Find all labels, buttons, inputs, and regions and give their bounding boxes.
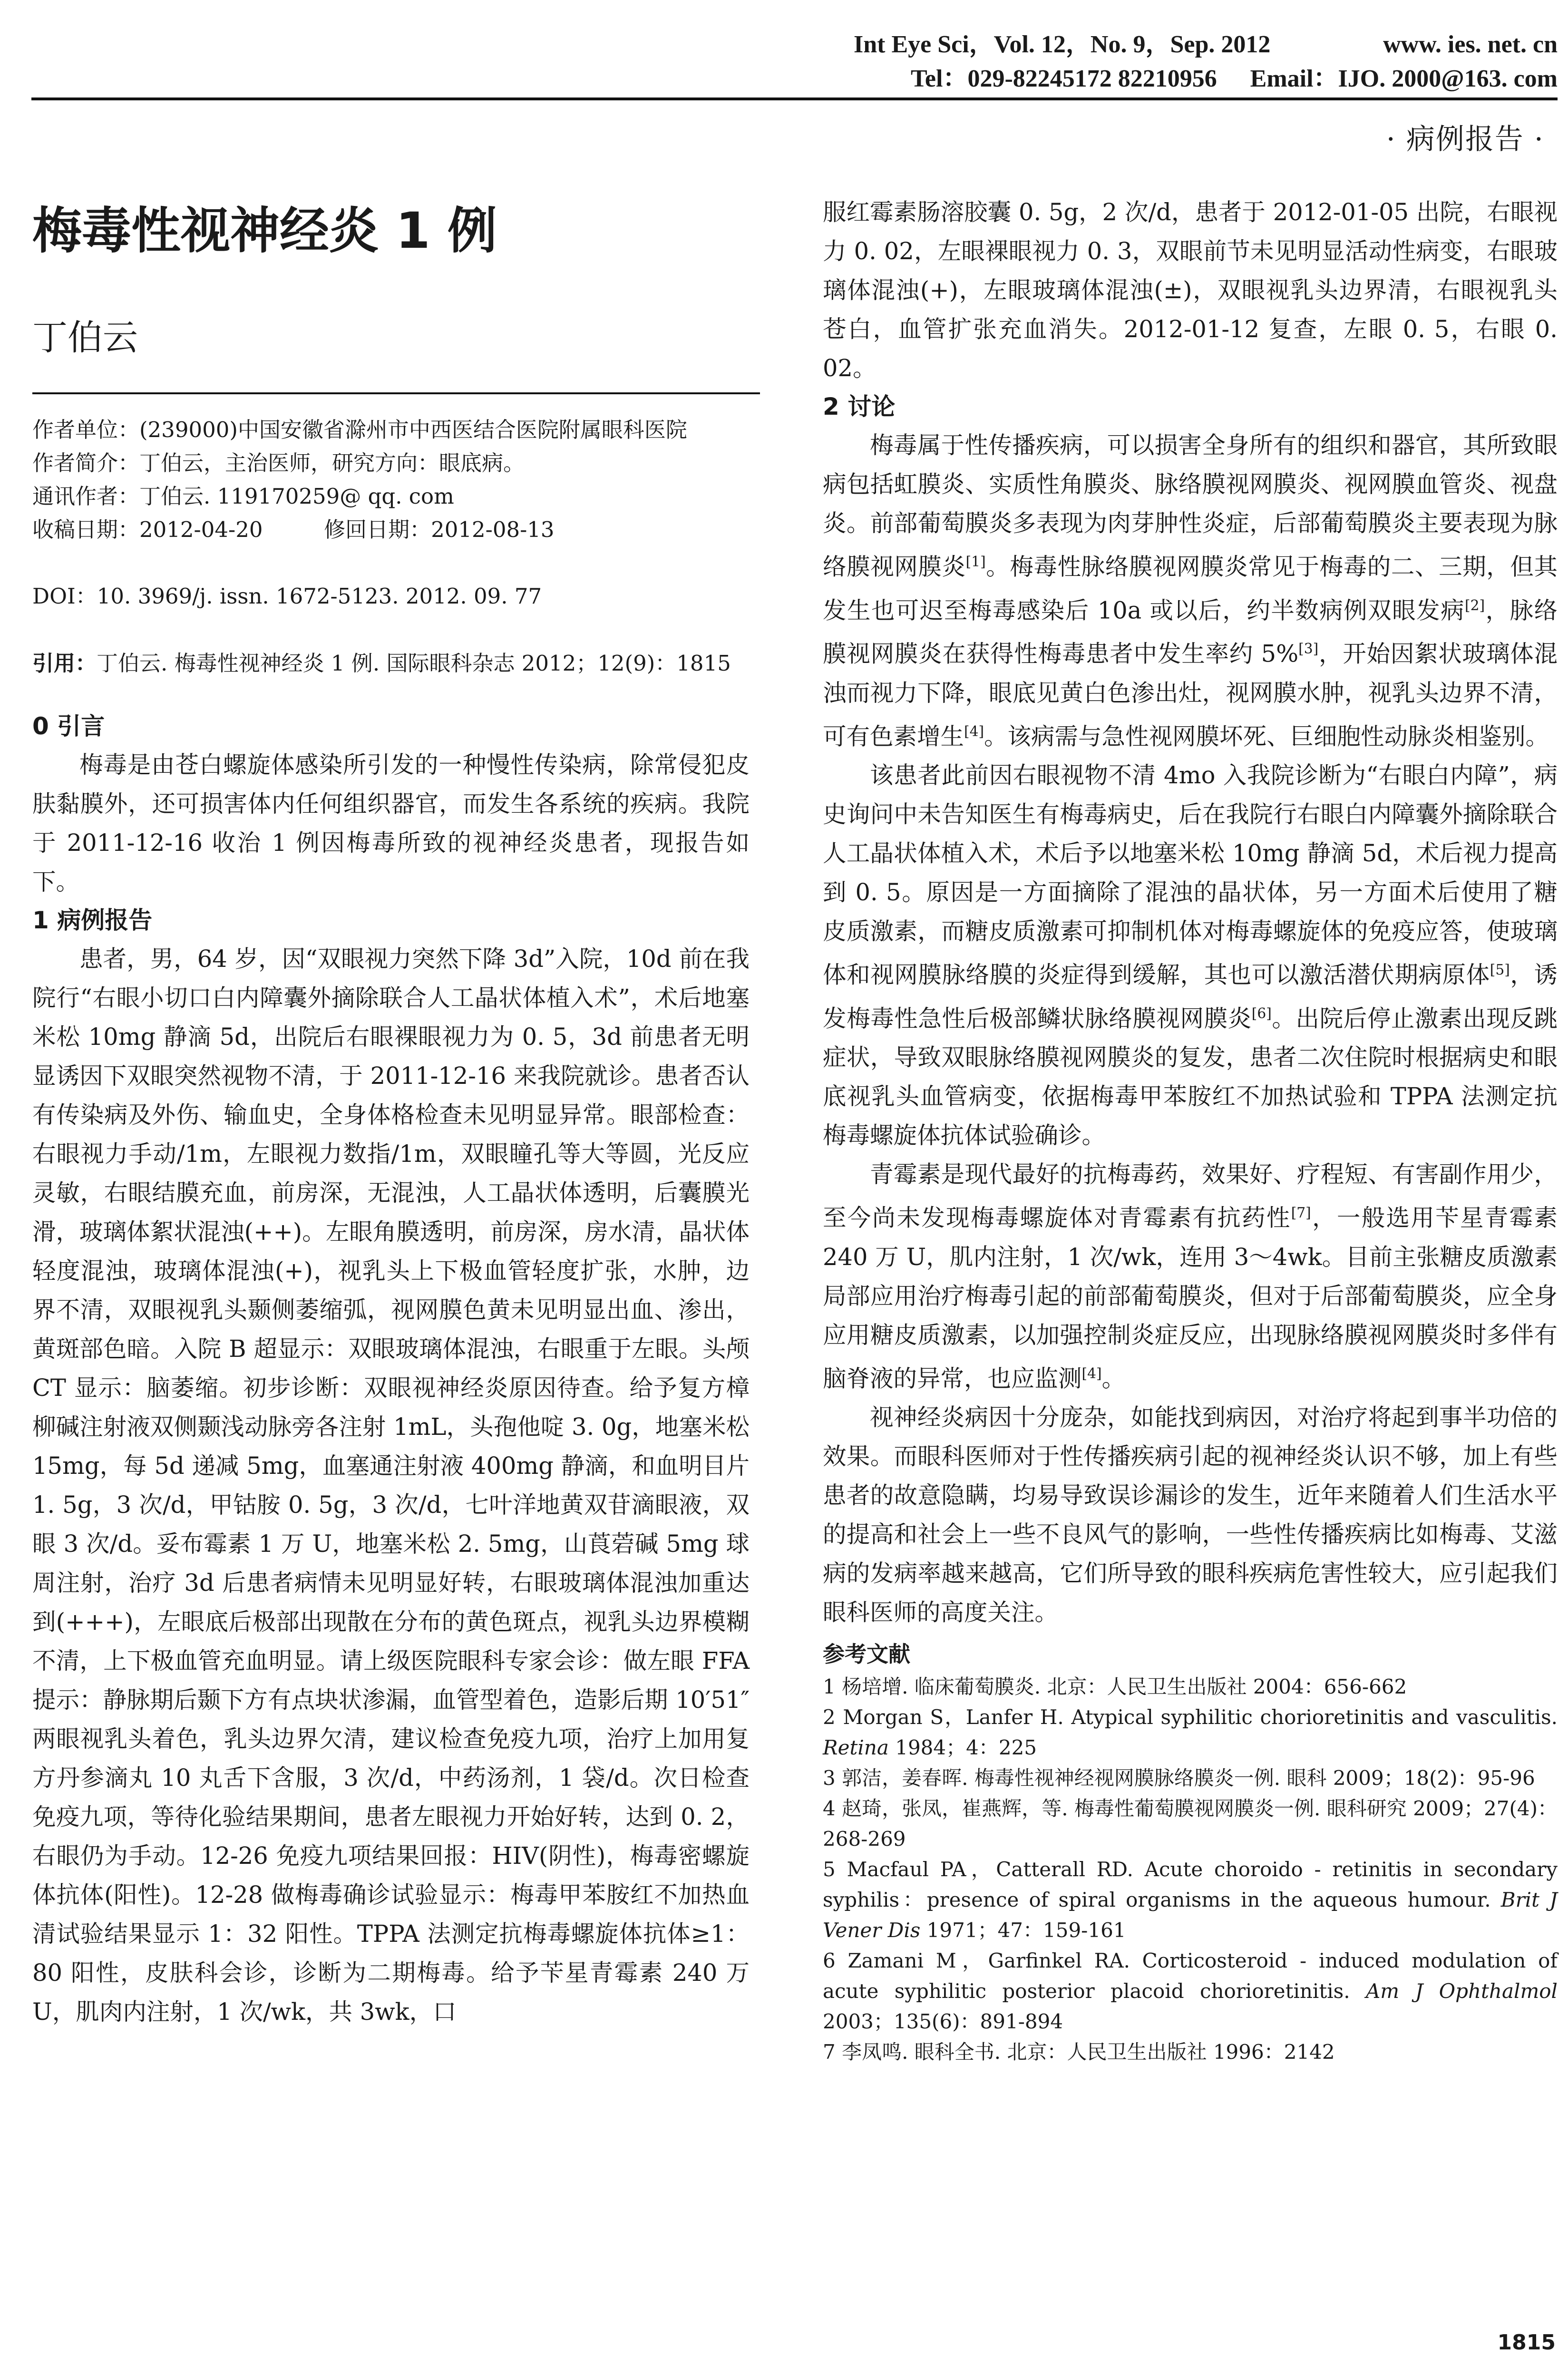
discussion-heading: 2 讨论 <box>823 393 896 420</box>
text-run: 2003；135(6)：891-894 <box>823 2010 1063 2033</box>
reference-item: 4 赵琦，张凤，崔燕辉，等. 梅毒性葡萄膜视网膜炎一例. 眼科研究 2009；27(4)：268-269 <box>823 1797 1558 1851</box>
citation-ref[interactable]: [7] <box>1291 1205 1311 1221</box>
reference-item <box>823 1854 1558 1946</box>
reference-list <box>823 1672 1558 2067</box>
citation <box>32 646 750 681</box>
citation-label: 引用： <box>32 651 97 676</box>
journal-email[interactable]: Email：IJO. 2000@163. com <box>1250 65 1558 92</box>
body-right <box>823 193 1558 1632</box>
case-heading: 1 病例报告 <box>32 906 153 934</box>
right-column <box>823 193 1558 2067</box>
citation-ref[interactable]: [4] <box>1081 1365 1102 1382</box>
discussion-paragraph-1 <box>823 426 1558 756</box>
reference-item: 1 杨培增. 临床葡萄膜炎. 北京：人民卫生出版社 2004：656-662 <box>823 1675 1407 1698</box>
text-run: 1984；4：225 <box>888 1736 1037 1759</box>
text-run: 6 Zamani M，Garfinkel RA. Corticosteroid - induced modulation of acute syphilitic posterior placoid chorioretinitis. <box>823 1949 1558 2003</box>
journal-website[interactable]: www. ies. net. cn <box>1383 31 1558 58</box>
case-paragraph-continued: 服红霉素肠溶胶囊 0. 5g，2 次/d，患者于 2012-01-05 出院，右眼视力 0. 02，左眼裸眼视力 0. 3，双眼前节未见明显活动性病变，右眼玻璃体混浊(+)，左眼玻璃体混浊(±)，双眼视乳头边界清，右眼视乳头苍白，血管扩张充血消失。2012-01-12 复查，左眼 0. 5，右眼 0. 02。 <box>823 198 1558 382</box>
title-divider <box>32 392 760 394</box>
journal-name: Retina <box>823 1736 889 1759</box>
citation-ref[interactable]: [6] <box>1251 1005 1272 1022</box>
text-run: 梅毒属于性传播疾病，可以损害全身所有的组织和器官，其所致眼病包括虹膜炎、实质性角膜炎、脉络膜视网膜炎、视网膜血管炎、视盘炎。前部葡萄膜炎多表现为肉芽肿性炎症，后部葡萄膜炎主要表现为脉络膜视网膜炎 <box>823 431 1558 581</box>
citation-ref[interactable]: [2] <box>1465 597 1485 614</box>
section-tag: · 病例报告 · <box>1386 123 1544 156</box>
text-run: 。 <box>1101 1364 1126 1392</box>
reference-item: 3 郭洁，姜春晖. 梅毒性视神经视网膜脉络膜炎一例. 眼科 2009；18(2)：95-96 <box>823 1766 1535 1790</box>
citation-ref[interactable]: [4] <box>964 723 984 740</box>
doi[interactable]: DOI：10. 3969/j. issn. 1672-5123. 2012. 09. 77 <box>32 584 542 609</box>
text-run: 。梅毒性脉络膜视网膜炎常见于梅毒的二、三期，但其发生也可迟至梅毒感染后 10a 或以后，约半数病例双眼发病 <box>823 553 1558 624</box>
article-dates <box>32 513 750 546</box>
text-run: ，一般选用苄星青霉素 240 万 U，肌内注射，1 次/wk，连用 3～4wk。目前主张糖皮质激素局部应用治疗梅毒引起的前部葡萄膜炎，但对于后部葡萄膜炎，应全身应用糖皮质激素，以加强控制炎症反应，出现脉络膜视网膜炎时多伴有脑脊液的异常，也应监测 <box>823 1204 1558 1392</box>
journal-name: Am J Ophthalmol <box>1365 1979 1558 2003</box>
reference-item <box>823 1946 1558 2037</box>
text-run: 该患者此前因右眼视物不清 4mo 入我院诊断为“右眼白内障”，病史询问中未告知医生有梅毒病史，后在我院行右眼白内障囊外摘除联合人工晶状体植入术，术后予以地塞米松 10mg 静滴 5d，术后视力提高到 0. 5。原因是一方面摘除了混浊的晶状体，另一方面术后使用了糖皮质激素，而糖皮质激素可抑制机体对梅毒螺旋体的免疫应答，使玻璃体和视网膜脉络膜的炎症得到缓解，其也可以激活潜伏期病原体 <box>823 761 1558 989</box>
journal-citation-line: Int Eye Sci，Vol. 12，No. 9，Sep. 2012 <box>854 31 1271 58</box>
article-title: 梅毒性视神经炎 1 例 <box>32 202 497 260</box>
reference-item <box>823 1702 1558 1763</box>
citation-ref[interactable]: [1] <box>965 554 986 570</box>
left-column <box>32 193 750 2031</box>
text-run: 。该病需与急性视网膜坏死、巨细胞性动脉炎相鉴别。 <box>984 722 1549 750</box>
received-date: 收稿日期：2012-04-20 <box>32 517 263 542</box>
references-heading: 参考文献 <box>823 1641 910 1667</box>
article-meta <box>32 413 750 580</box>
citation-ref[interactable]: [5] <box>1490 962 1510 978</box>
author-bio: 作者简介：丁伯云，主治医师，研究方向：眼底病。 <box>32 450 525 476</box>
discussion-paragraph-2 <box>823 756 1558 1155</box>
text-run: 。出院后停止激素出现反跳症状，导致双眼脉络膜视网膜炎的复发，患者二次住院时根据病史和眼底视乳头血管病变，依据梅毒甲苯胺红不加热试验和 TPPA 法测定抗梅毒螺旋体抗体试验确诊。 <box>823 1004 1558 1149</box>
text-run: 1971；47：159-161 <box>920 1919 1126 1942</box>
header-rule <box>31 97 1558 100</box>
discussion-paragraph-3 <box>823 1155 1558 1398</box>
case-paragraph: 患者，男，64 岁，因“双眼视力突然下降 3d”入院，10d 前在我院行“右眼小切口白内障囊外摘除联合人工晶状体植入术”，术后地塞米松 10mg 静滴 5d，出院后右眼裸眼视力为 0. 5，3d 前患者无明显诱因下双眼突然视物不清，于 2011-12-16 来我院就诊。患者否认有传染病及外伤、输血史，全身体格检查未见明显异常。眼部检查：右眼视力手动/1m，左眼视力数指/1m，双眼瞳孔等大等圆，光反应灵敏，右眼结膜充血，前房深，无混浊，人工晶状体透明，后囊膜光滑，玻璃体絮状混浊(++)。左眼角膜透明，前房深，房水清，晶状体轻度混浊，玻璃体混浊(+)，视乳头上下极血管轻度扩张，水肿，边界不清，双眼视乳头颞侧萎缩弧，视网膜色黄未见明显出血、渗出，黄斑部色暗。入院 B 超显示：双眼玻璃体混浊，右眼重于左眼。头颅 CT 显示：脑萎缩。初步诊断：双眼视神经炎原因待查。给予复方樟柳碱注射液双侧颞浅动脉旁各注射 1mL，头孢他啶 3. 0g，地塞米松 15mg，每 5d 递减 5mg，血塞通注射液 400mg 静滴，和血明目片 1. 5g，3 次/d，甲钴胺 0. 5g，3 次/d，七叶洋地黄双苷滴眼液，双眼 3 次/d。妥布霉素 1 万 U，地塞米松 2. 5mg，山莨菪碱 5mg 球周注射，治疗 3d 后患者病情未见明显好转，右眼玻璃体混浊加重达到(+++)，左眼底后极部出现散在分布的黄色斑点，视乳头边界模糊不清，上下极血管充血明显。请上级医院眼科专家会诊：做左眼 FFA 提示：静脉期后颞下方有点块状渗漏，血管型着色，造影后期 10′51″两眼视乳头着色，乳头边界欠清，建议检查免疫九项，治疗上加用复方丹参滴丸 10 丸舌下含服，3 次/d，中药汤剂，1 袋/d。次日检查免疫九项，等待化验结果期间，患者左眼视力开始好转，达到 0. 2，右眼仍为手动。12-26 免疫九项结果回报：HIV(阴性)，梅毒密螺旋体抗体(阳性)。12-28 做梅毒确诊试验显示：梅毒甲苯胺红不加热血清试验结果显示 1：32 阳性。TPPA 法测定抗梅毒螺旋体抗体≥1：80 阳性，皮肤科会诊，诊断为二期梅毒。给予苄星青霉素 240 万 U，肌肉内注射，1 次/wk，共 3wk，口 <box>32 945 750 2026</box>
text-run: 青霉素是现代最好的抗梅毒药，效果好、疗程短、有害副作用少，至今尚未发现梅毒螺旋体对青霉素有抗药性 <box>823 1160 1558 1232</box>
article-author: 丁伯云 <box>32 317 138 358</box>
text-run: 2 Morgan S，Lanfer H. Atypical syphilitic chorioretinitis and vasculitis. <box>823 1705 1558 1729</box>
intro-paragraph: 梅毒是由苍白螺旋体感染所引发的一种慢性传染病，除常侵犯皮肤黏膜外，还可损害体内任何组织器官，而发生各系统的疾病。我院于 2011-12-16 收治 1 例因梅毒所致的视神经炎患者，现报告如下。 <box>32 751 750 896</box>
corresponding-author: 通讯作者：丁伯云. 119170259@ qq. com <box>32 484 454 509</box>
text-run: ，开始因絮状玻璃体混浊而视力下降，眼底见黄白色渗出灶，视网膜水肿，视乳头边界不清，可有色素增生 <box>823 640 1558 750</box>
citation-text: 丁伯云. 梅毒性视神经炎 1 例. 国际眼科杂志 2012；12(9)：1815 <box>97 651 731 676</box>
text-run: ，脉络膜视网膜炎在获得性梅毒患者中发生率约 5% <box>823 596 1558 668</box>
discussion-paragraph-4: 视神经炎病因十分庞杂，如能找到病因，对治疗将起到事半功倍的效果。而眼科医师对于性传播疾病引起的视神经炎认识不够，加上有些患者的故意隐瞒，均易导致误诊漏诊的发生，近年来随着人们生活水平的提高和社会上一些不良风气的影响，一些性传播疾病比如梅毒、艾滋病的发病率越来越高，它们所导致的眼科疾病危害性较大，应引起我们眼科医师的高度关注。 <box>823 1403 1558 1626</box>
text-run: 5 Macfaul PA，Catterall RD. Acute choroido - retinitis in secondary syphilis：presence of spiral organisms in the aqueous humour. <box>823 1858 1558 1911</box>
intro-heading: 0 引言 <box>32 712 105 740</box>
page-number: 1815 <box>1497 2330 1556 2355</box>
journal-name: Brit J Vener Dis <box>823 1888 1558 1942</box>
citation-ref[interactable]: [3] <box>1298 641 1319 657</box>
journal-tel: Tel：029-82245172 82210956 <box>911 65 1217 92</box>
author-affiliation: 作者单位：(239000)中国安徽省滁州市中西医结合医院附属眼科医院 <box>32 417 687 442</box>
running-header <box>854 28 1558 96</box>
text-run: ，诱发梅毒性急性后极部鳞状脉络膜视网膜炎 <box>823 961 1558 1032</box>
reference-item: 7 李凤鸣. 眼科全书. 北京：人民卫生出版社 1996：2142 <box>823 2040 1335 2064</box>
revised-date: 修回日期：2012-08-13 <box>324 517 555 542</box>
body-left <box>32 707 750 2031</box>
